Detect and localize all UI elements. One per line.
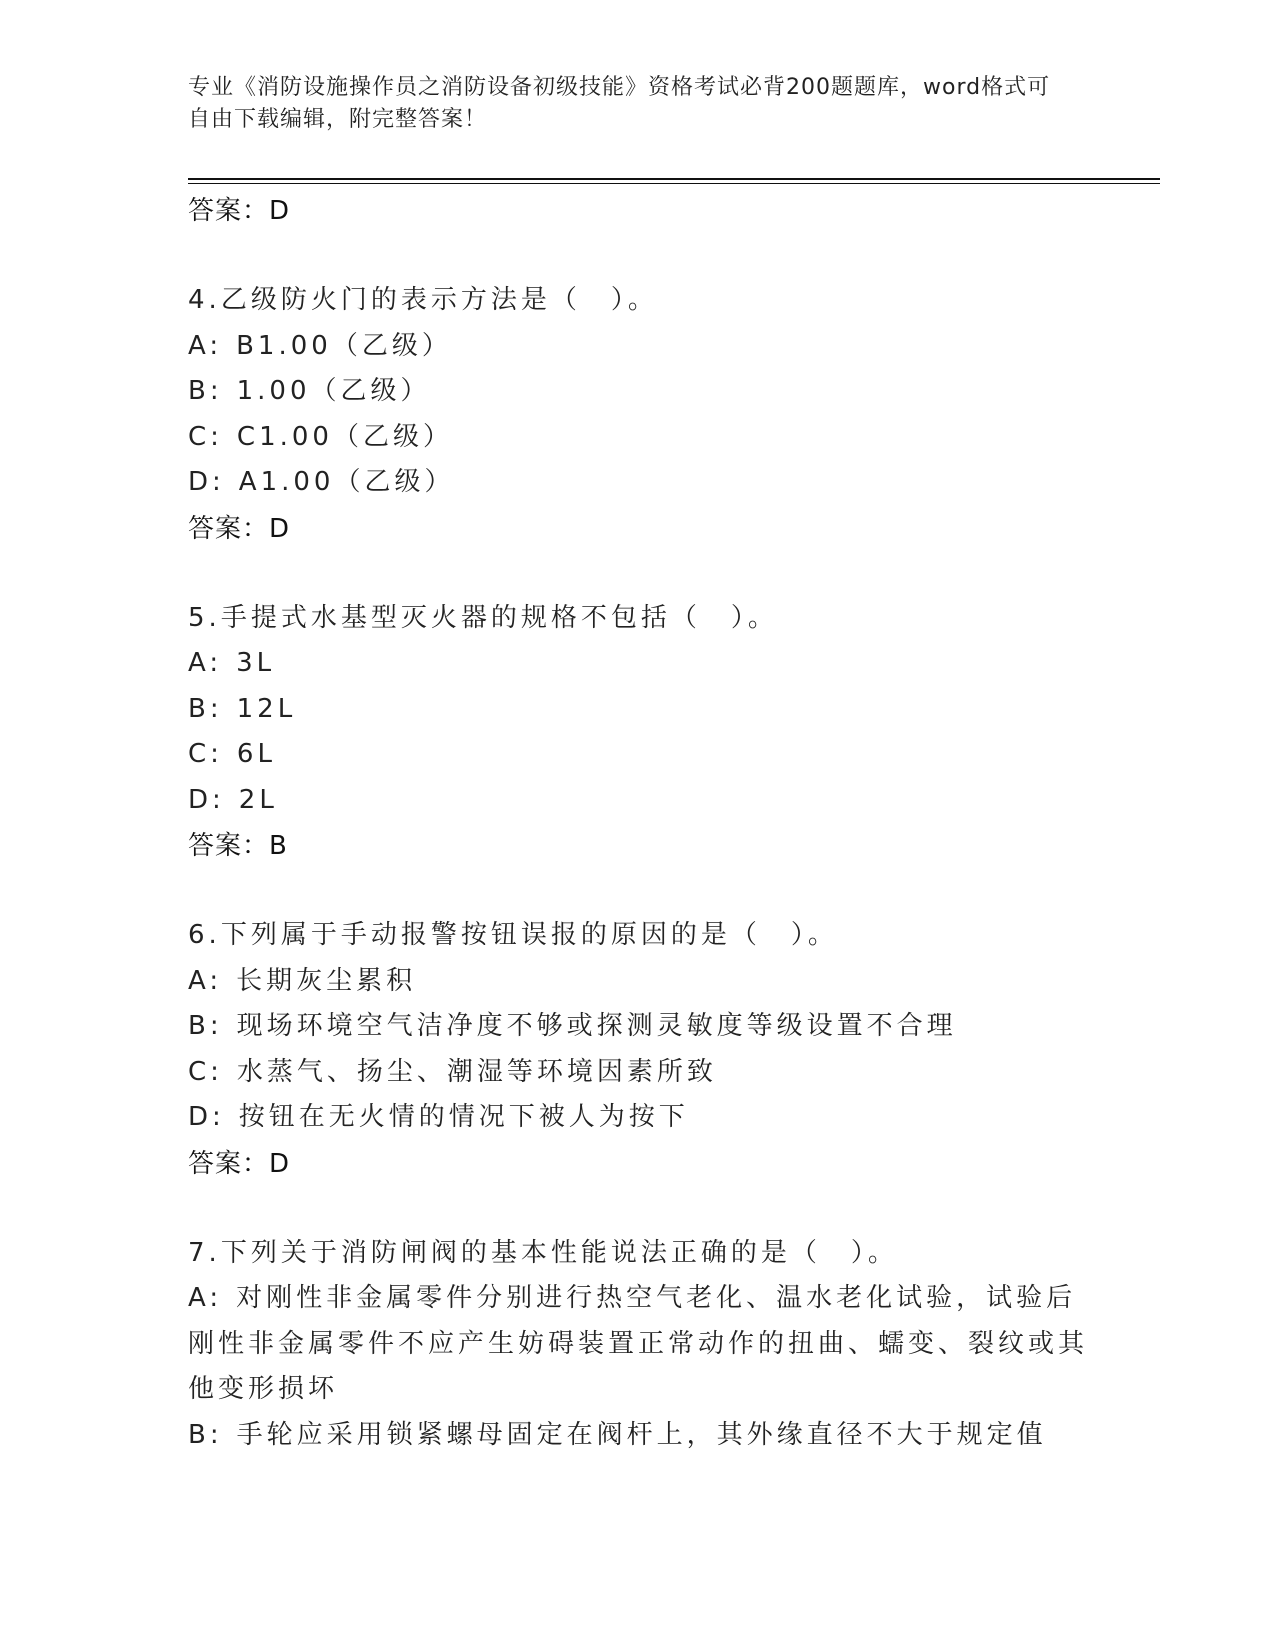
question-text [188,913,1088,959]
option-label: A: [188,965,223,996]
answer-line: 答案：D [188,513,291,544]
question-number: 6. [188,920,221,950]
option-c [188,1050,1088,1096]
option-c [188,732,1088,778]
option-label: B: [188,693,223,724]
question-text [188,596,1088,642]
option-b [188,1413,1088,1459]
option-label: A: [188,1283,223,1313]
question-item-7 [188,1231,1088,1459]
option-a [188,324,1088,370]
option-a [188,959,1088,1005]
answer-line: 答案：D [188,1148,291,1179]
page-header: 专业《消防设施操作员之消防设备初级技能》资格考试必背200题题库，word格式可自由下载编辑，附完整答案！ [188,75,1051,132]
question-item-5 [188,596,1088,870]
question-number: 4. [188,285,221,315]
option-label: C: [188,421,223,452]
question-number: 7. [188,1237,221,1268]
option-label: A: [188,330,223,361]
header-rule-thin [188,183,1160,184]
option-text: 现场环境空气洁净度不够或探测灵敏度等级设置不合理 [236,1011,957,1041]
answer-line: 答案：D [188,196,291,226]
option-c [188,415,1088,461]
option-label: A: [188,648,223,678]
option-text: 6L [236,739,276,769]
option-a [188,641,1088,687]
option-text: 2L [238,784,278,815]
question-item-4 [188,278,1088,552]
question-text [188,1231,1088,1277]
option-text: 12L [236,693,297,724]
option-label: B: [188,376,223,406]
option-label: D: [188,1102,225,1132]
option-label: B: [188,1419,223,1450]
option-text: 手轮应采用锁紧螺母固定在阀杆上，其外缘直径不大于规定值 [236,1419,1047,1450]
option-text: 对刚性非金属零件分别进行热空气老化、温水老化试验，试验后刚性非金属零件不应产生妨碍装置正常动作的扭曲、蠕变、裂纹或其他变形损坏 [188,1283,1089,1404]
question-text [188,278,1088,324]
option-text: 1.00（乙级） [236,376,431,406]
question-stem: 下列属于手动报警按钮误报的原因的是（ ）。 [220,920,838,950]
option-text: B1.00（乙级） [236,330,452,361]
option-label: C: [188,739,223,769]
option-text: 水蒸气、扬尘、潮湿等环境因素所致 [236,1056,717,1087]
question-stem: 乙级防火门的表示方法是（ ）。 [220,285,658,315]
question-list [188,188,1088,1458]
option-d [188,460,1088,506]
option-text: 长期灰尘累积 [236,965,417,996]
option-d [188,778,1088,824]
question-item-6 [188,913,1088,1187]
option-label: C: [188,1056,223,1087]
question-number: 5. [188,602,221,633]
option-label: D: [188,784,225,815]
header-rule-thick [188,178,1160,180]
option-a [188,1276,1088,1413]
option-b [188,369,1088,415]
option-text: A1.00（乙级） [238,467,455,497]
option-b [188,1004,1088,1050]
option-text: 按钮在无火情的情况下被人为按下 [238,1102,689,1132]
option-d [188,1095,1088,1141]
option-label: D: [188,467,225,497]
answer-line: 答案：B [188,831,288,861]
question-stem: 下列关于消防闸阀的基本性能说法正确的是（ ）。 [220,1237,898,1268]
option-label: B: [188,1011,223,1041]
question-stem: 手提式水基型灭火器的规格不包括（ ）。 [220,602,778,633]
option-text: 3L [236,648,276,678]
option-text: C1.00（乙级） [236,421,453,452]
option-b [188,687,1088,733]
